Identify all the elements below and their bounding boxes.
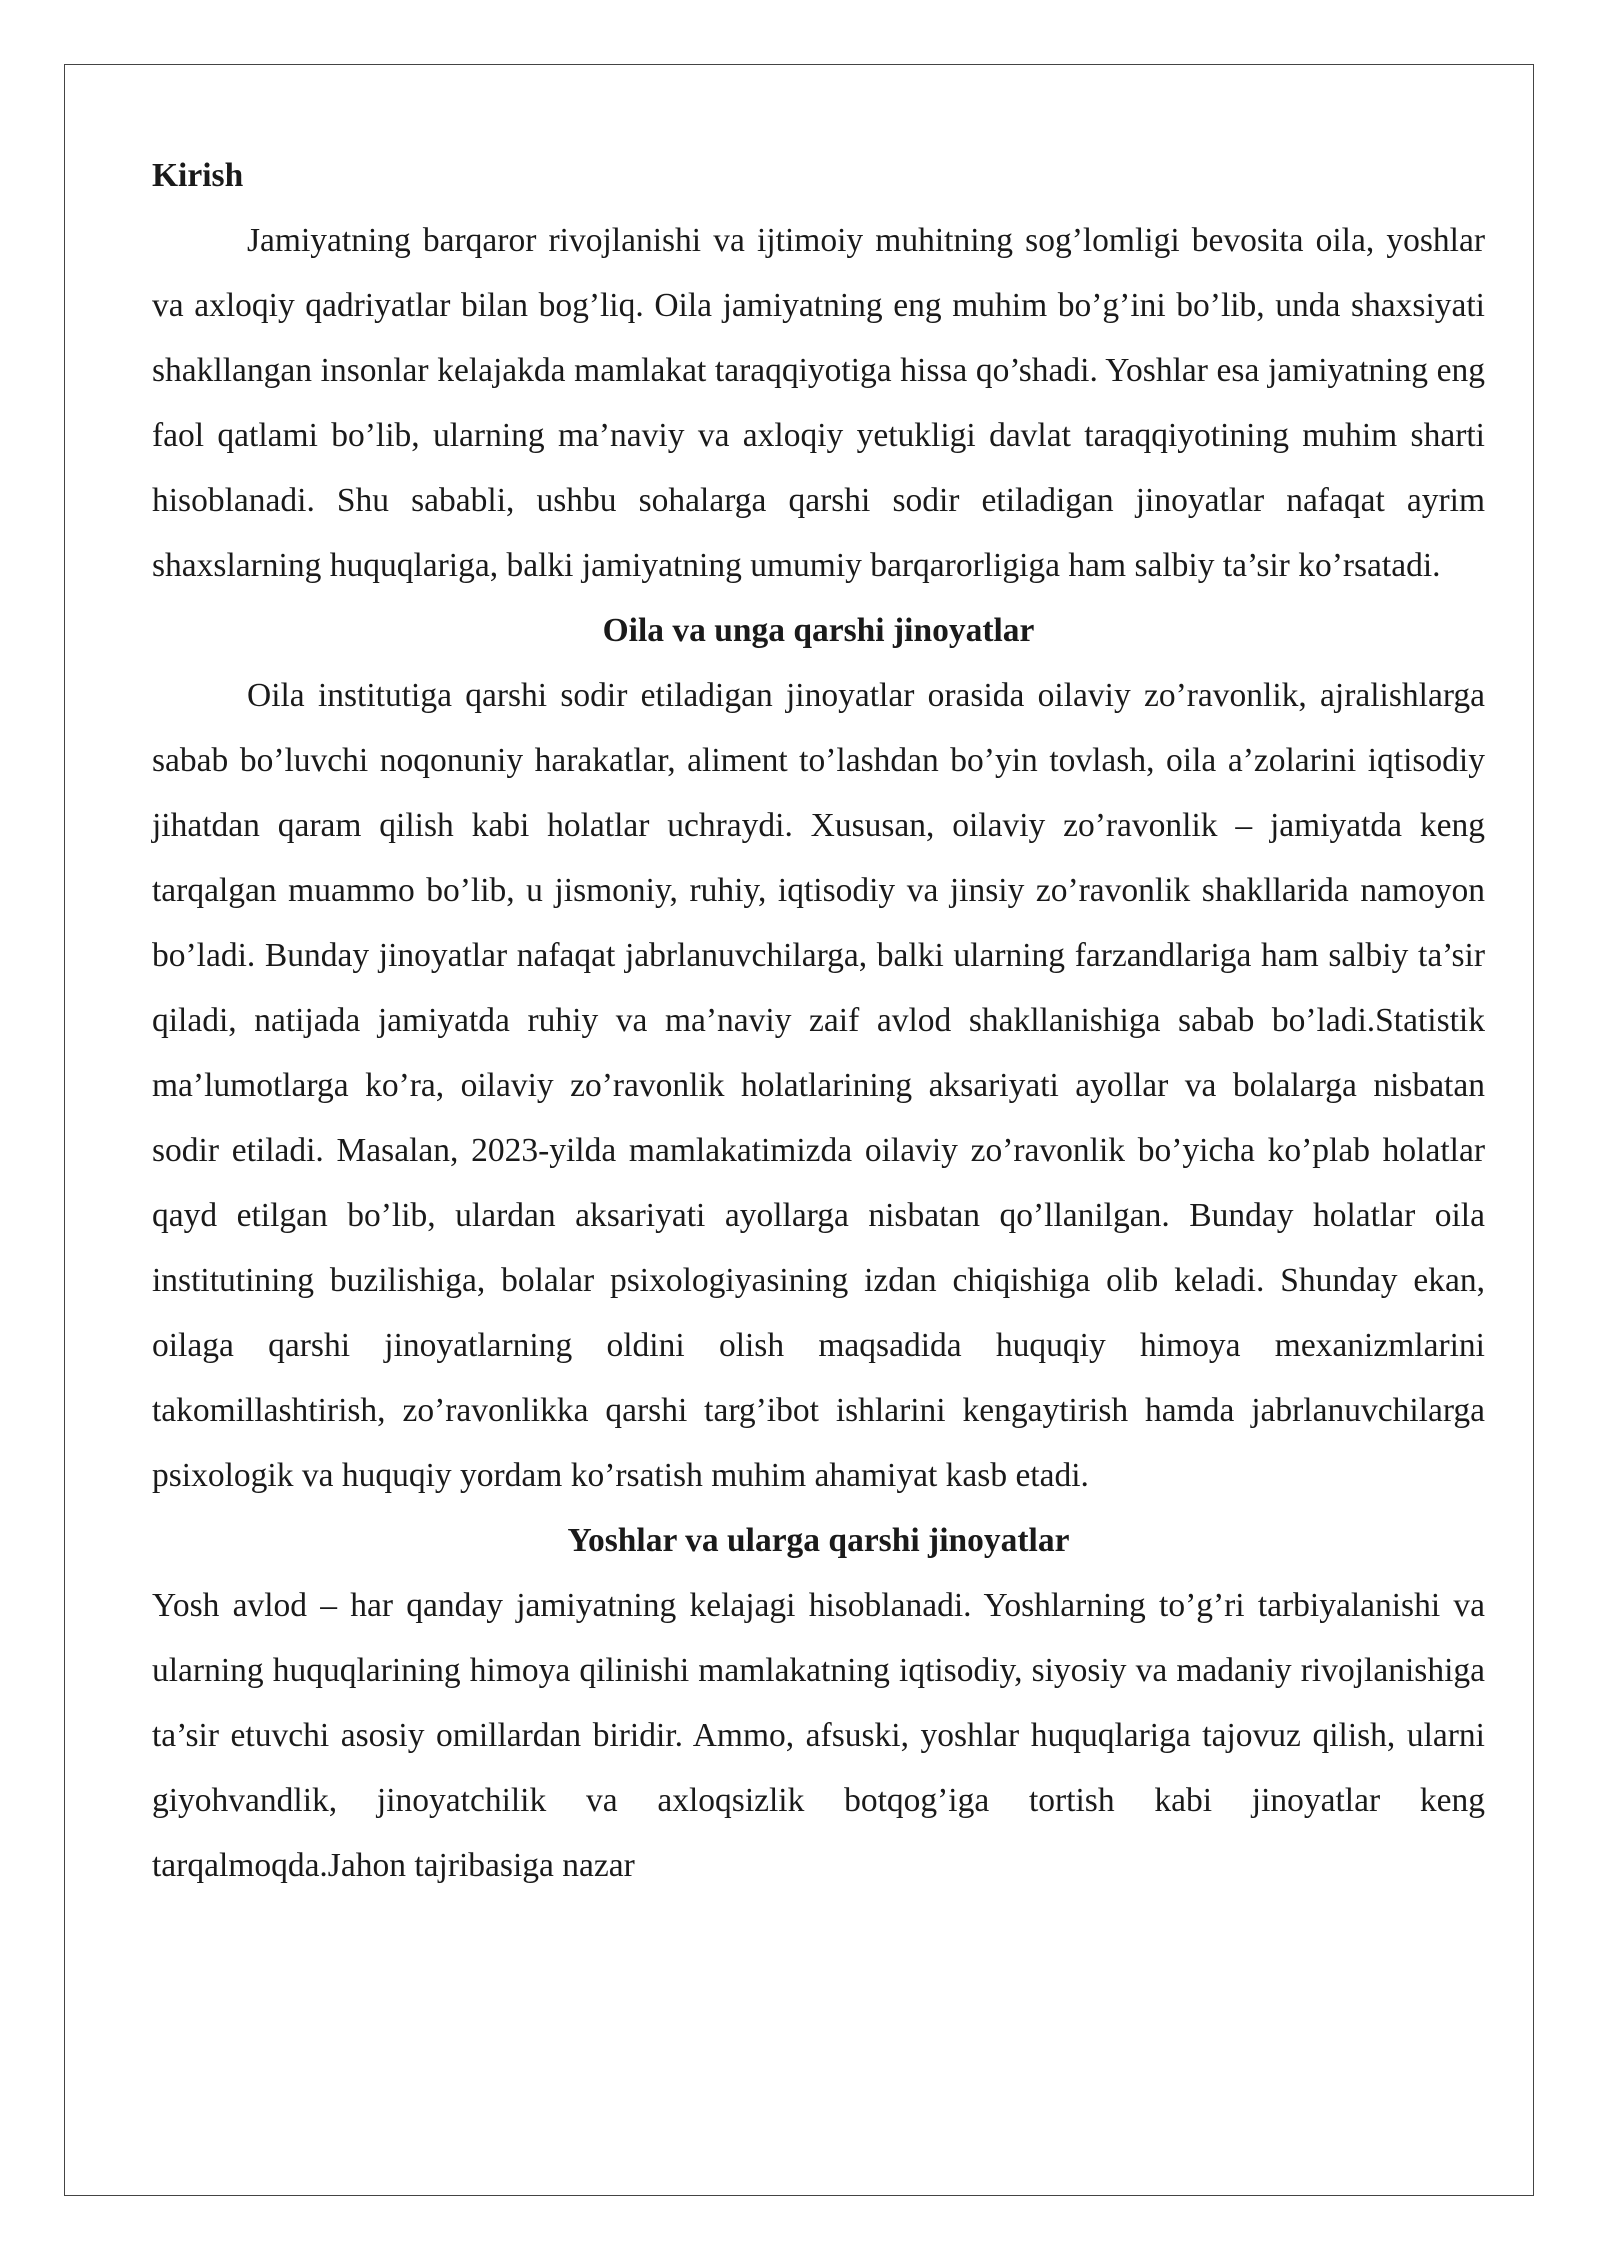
section-heading-youth: Yoshlar va ularga qarshi jinoyatlar [567,1522,1070,1559]
youth-crimes-paragraph: Yosh avlod – har qanday jamiyatning kelajagi hisoblanadi. Yoshlarning to’g’ri tarbiyalanishi va ularning huquqlarining himoya qilinishi mamlakatning iqtisodiy, siyosiy va madaniy rivojlanishiga ta’sir etuvchi asosiy omillardan biridir. Ammo, afsuski, yoshlar huquqlariga tajovuz qilish, ularni giyohvandlik, jinoyatchilik va axloqsizlik botqog’iga tortish kabi jinoyatlar keng tarqalmoqda.Jahon tajribasiga nazar [152,1587,1485,1884]
intro-heading: Kirish [152,157,244,194]
section-heading-family: Oila va unga qarshi jinoyatlar [602,612,1035,649]
intro-paragraph: Jamiyatning barqaror rivojlanishi va ijtimoiy muhitning sog’lomligi bevosita oila, yoshlar va axloqiy qadriyatlar bilan bog’liq. Oila jamiyatning eng muhim bo’g’ini bo’lib, unda shaxsiyati shakllangan insonlar kelajakda mamlakat taraqqiyotiga hissa qo’shadi. Yoshlar esa jamiyatning eng faol qatlami bo’lib, ularning ma’naviy va axloqiy yetukligi davlat taraqqiyotining muhim sharti hisoblanadi. Shu sababli, ushbu sohalarga qarshi sodir etiladigan jinoyatlar nafaqat ayrim shaxslarning huquqlariga, balki jamiyatning umumiy barqarorligiga ham salbiy ta’sir ko’rsatadi. [152,222,1485,584]
family-crimes-paragraph: Oila institutiga qarshi sodir etiladigan jinoyatlar orasida oilaviy zo’ravonlik, ajralishlarga sabab bo’luvchi noqonuniy harakatlar, aliment to’lashdan bo’yin tovlash, oila a’zolarini iqtisodiy jihatdan qaram qilish kabi holatlar uchraydi. Xususan, oilaviy zo’ravonlik – jamiyatda keng tarqalgan muammo bo’lib, u jismoniy, ruhiy, iqtisodiy va jinsiy zo’ravonlik shakllarida namoyon bo’ladi. Bunday jinoyatlar nafaqat jabrlanuvchilarga, balki ularning farzandlariga ham salbiy ta’sir qiladi, natijada jamiyatda ruhiy va ma’naviy zaif avlod shakllanishiga sabab bo’ladi.Statistik ma’lumotlarga ko’ra, oilaviy zo’ravonlik holatlarining aksariyati ayollar va bolalarga nisbatan sodir etiladi. Masalan, 2023-yilda mamlakatimizda oilaviy zo’ravonlik bo’yicha ko’plab holatlar qayd etilgan bo’lib, ulardan aksariyati ayollarga nisbatan qo’llanilgan. Bunday holatlar oila institutining buzilishiga, bolalar psixologiyasining izdan chiqishiga olib keladi. Shunday ekan, oilaga qarshi jinoyatlarning oldini olish maqsadida huquqiy himoya mexanizmlarini takomillashtirish, zo’ravonlikka qarshi targ’ibot ishlarini kengaytirish hamda jabrlanuvchilarga psixologik va huquqiy yordam ko’rsatish muhim ahamiyat kasb etadi. [152,677,1485,1494]
document-body [152,143,1485,1898]
